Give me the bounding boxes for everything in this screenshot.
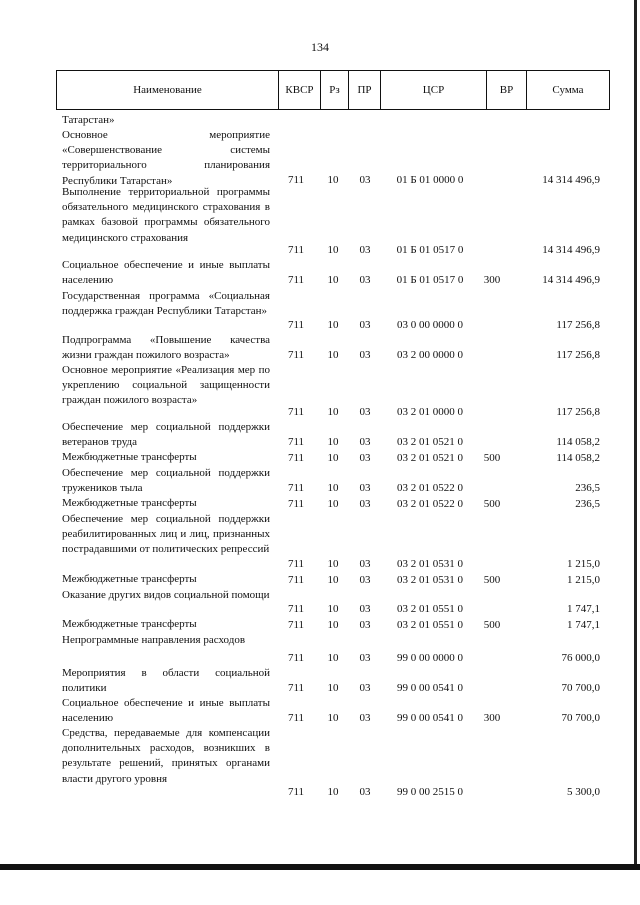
row-name: Непрограммные направления расходов bbox=[62, 634, 246, 646]
row-sum: 236,5 bbox=[575, 498, 600, 510]
row-sum: 236,5 bbox=[575, 482, 600, 494]
table-row bbox=[0, 113, 640, 128]
table-header bbox=[56, 70, 610, 110]
row-csr: 03 2 01 0531 0 bbox=[397, 558, 463, 570]
row-csr: 99 0 00 0000 0 bbox=[397, 652, 463, 664]
row-vr: 300 bbox=[483, 712, 501, 724]
row-rz: 10 bbox=[327, 619, 339, 631]
row-name: Социальное обеспечение и иные выплаты населению bbox=[62, 697, 270, 725]
row-pr: 03 bbox=[359, 319, 371, 331]
row-kvsr: 711 bbox=[287, 652, 305, 664]
table-row bbox=[0, 572, 640, 588]
row-vr: 500 bbox=[483, 452, 501, 464]
row-name: Подпрограмма «Повышение качества жизни граждан пожилого возраста» bbox=[62, 334, 270, 362]
table-row bbox=[0, 496, 640, 512]
row-sum: 1 747,1 bbox=[567, 619, 600, 631]
row-rz: 10 bbox=[327, 558, 339, 570]
row-rz: 10 bbox=[327, 319, 339, 331]
row-csr: 03 0 00 0000 0 bbox=[397, 319, 463, 331]
row-kvsr: 711 bbox=[287, 712, 305, 724]
row-sum: 1 215,0 bbox=[567, 574, 600, 586]
row-kvsr: 711 bbox=[287, 174, 305, 186]
row-kvsr: 711 bbox=[287, 682, 305, 694]
row-sum: 114 058,2 bbox=[556, 436, 600, 448]
row-name: Государственная программа «Социальная поддержка граждан Республики Татарстан» bbox=[62, 290, 270, 318]
row-vr: 500 bbox=[483, 498, 501, 510]
row-name: Средства, передаваемые для компенсации дополнительных расходов, возникших в результате решений, принятых органами власти другого уровня bbox=[62, 727, 270, 785]
row-name: Основное мероприятие «Реализация мер по укреплению социальной защищенности граждан пожилого возраста» bbox=[62, 364, 270, 407]
row-sum: 1 747,1 bbox=[567, 603, 600, 615]
row-vr: 500 bbox=[483, 574, 501, 586]
row-name: Социальное обеспечение и иные выплаты населению bbox=[62, 259, 270, 287]
row-pr: 03 bbox=[359, 558, 371, 570]
row-kvsr: 711 bbox=[287, 274, 305, 286]
row-csr: 03 2 01 0551 0 bbox=[397, 603, 463, 615]
row-vr: 300 bbox=[483, 274, 501, 286]
row-sum: 14 314 496,9 bbox=[542, 244, 600, 256]
row-sum: 14 314 496,9 bbox=[542, 174, 600, 186]
row-csr: 03 2 01 0531 0 bbox=[397, 574, 463, 586]
row-rz: 10 bbox=[327, 786, 339, 798]
row-vr: 500 bbox=[483, 619, 501, 631]
row-sum: 14 314 496,9 bbox=[542, 274, 600, 286]
row-rz: 10 bbox=[327, 712, 339, 724]
table-row bbox=[0, 512, 640, 572]
row-pr: 03 bbox=[359, 174, 371, 186]
header-kvsr: КВСР bbox=[279, 71, 321, 109]
row-sum: 114 058,2 bbox=[556, 452, 600, 464]
row-pr: 03 bbox=[359, 436, 371, 448]
header-rz: Рз bbox=[321, 71, 349, 109]
row-pr: 03 bbox=[359, 482, 371, 494]
row-kvsr: 711 bbox=[287, 452, 305, 464]
row-csr: 01 Б 01 0517 0 bbox=[396, 244, 464, 256]
row-kvsr: 711 bbox=[287, 406, 305, 418]
row-pr: 03 bbox=[359, 244, 371, 256]
page-number: 134 bbox=[311, 40, 329, 54]
row-sum: 117 256,8 bbox=[556, 319, 600, 331]
row-name: Межбюджетные трансферты bbox=[62, 618, 197, 630]
row-name: Межбюджетные трансферты bbox=[62, 451, 197, 463]
row-kvsr: 711 bbox=[287, 574, 305, 586]
row-csr: 03 2 01 0521 0 bbox=[397, 436, 463, 448]
table-row bbox=[0, 696, 640, 726]
row-kvsr: 711 bbox=[287, 558, 305, 570]
row-kvsr: 711 bbox=[287, 619, 305, 631]
row-name: Обеспечение мер социальной поддержки реабилитированных лиц и лиц, признанных пострадавшими от политических репрессий bbox=[62, 513, 270, 556]
row-pr: 03 bbox=[359, 603, 371, 615]
row-kvsr: 711 bbox=[287, 436, 305, 448]
row-rz: 10 bbox=[327, 498, 339, 510]
table-row bbox=[0, 185, 640, 258]
row-csr: 03 2 01 0521 0 bbox=[397, 452, 463, 464]
row-pr: 03 bbox=[359, 349, 371, 361]
row-sum: 76 000,0 bbox=[561, 652, 600, 664]
row-sum: 70 700,0 bbox=[561, 712, 600, 724]
row-kvsr: 711 bbox=[287, 786, 305, 798]
row-name: Обеспечение мер социальной поддержки тружеников тыла bbox=[62, 467, 270, 495]
scan-bottom-border bbox=[0, 864, 640, 870]
row-pr: 03 bbox=[359, 786, 371, 798]
row-rz: 10 bbox=[327, 682, 339, 694]
table-row bbox=[0, 666, 640, 696]
row-name: Основное мероприятие «Совершенствование системы территориального планирования Республики Татарстан» bbox=[62, 129, 270, 187]
row-sum: 117 256,8 bbox=[556, 349, 600, 361]
row-kvsr: 711 bbox=[287, 349, 305, 361]
row-csr: 01 Б 01 0000 0 bbox=[396, 174, 464, 186]
row-csr: 03 2 01 0522 0 bbox=[397, 498, 463, 510]
row-name: Выполнение территориальной программы обязательного медицинского страхования в рамках базовой программы обязательного медицинского страхования bbox=[62, 186, 270, 244]
table-row bbox=[0, 258, 640, 288]
row-pr: 03 bbox=[359, 452, 371, 464]
row-pr: 03 bbox=[359, 406, 371, 418]
row-kvsr: 711 bbox=[287, 498, 305, 510]
row-kvsr: 711 bbox=[287, 482, 305, 494]
row-csr: 99 0 00 0541 0 bbox=[397, 682, 463, 694]
table-row bbox=[0, 588, 640, 617]
row-rz: 10 bbox=[327, 174, 339, 186]
scan-edge-line bbox=[634, 0, 637, 870]
row-sum: 117 256,8 bbox=[556, 406, 600, 418]
row-name: Межбюджетные трансферты bbox=[62, 573, 197, 585]
row-csr: 03 2 01 0000 0 bbox=[397, 406, 463, 418]
table-row bbox=[0, 633, 640, 666]
row-pr: 03 bbox=[359, 498, 371, 510]
row-name: Мероприятия в области социальной политики bbox=[62, 667, 270, 695]
row-rz: 10 bbox=[327, 436, 339, 448]
table-row bbox=[0, 420, 640, 450]
row-csr: 99 0 00 0541 0 bbox=[397, 712, 463, 724]
row-rz: 10 bbox=[327, 574, 339, 586]
row-rz: 10 bbox=[327, 652, 339, 664]
row-rz: 10 bbox=[327, 406, 339, 418]
table-row bbox=[0, 289, 640, 333]
row-pr: 03 bbox=[359, 682, 371, 694]
row-pr: 03 bbox=[359, 619, 371, 631]
row-csr: 03 2 01 0522 0 bbox=[397, 482, 463, 494]
row-name: Обеспечение мер социальной поддержки ветеранов труда bbox=[62, 421, 270, 449]
row-rz: 10 bbox=[327, 349, 339, 361]
row-pr: 03 bbox=[359, 712, 371, 724]
row-pr: 03 bbox=[359, 652, 371, 664]
row-rz: 10 bbox=[327, 274, 339, 286]
row-name: Оказание других видов социальной помощи bbox=[62, 589, 270, 601]
table-row bbox=[0, 363, 640, 420]
header-sum: Сумма bbox=[552, 84, 584, 96]
header-pr: ПР bbox=[349, 71, 381, 109]
row-csr: 99 0 00 2515 0 bbox=[397, 786, 463, 798]
row-kvsr: 711 bbox=[287, 603, 305, 615]
table-row bbox=[0, 617, 640, 633]
header-csr: ЦСР bbox=[381, 71, 487, 109]
row-sum: 70 700,0 bbox=[561, 682, 600, 694]
row-pr: 03 bbox=[359, 274, 371, 286]
row-sum: 1 215,0 bbox=[567, 558, 600, 570]
table-row bbox=[0, 128, 640, 188]
table-row bbox=[0, 466, 640, 496]
row-rz: 10 bbox=[327, 452, 339, 464]
row-rz: 10 bbox=[327, 244, 339, 256]
table-row bbox=[0, 333, 640, 363]
row-csr: 03 2 00 0000 0 bbox=[397, 349, 463, 361]
table-row bbox=[0, 450, 640, 466]
row-name: Межбюджетные трансферты bbox=[62, 497, 197, 509]
row-sum: 5 300,0 bbox=[567, 786, 600, 798]
row-rz: 10 bbox=[327, 482, 339, 494]
row-rz: 10 bbox=[327, 603, 339, 615]
header-name: Наименование bbox=[57, 71, 279, 109]
table-row bbox=[0, 726, 640, 800]
header-vr: ВР bbox=[487, 71, 527, 109]
row-kvsr: 711 bbox=[287, 244, 305, 256]
row-csr: 01 Б 01 0517 0 bbox=[396, 274, 464, 286]
row-kvsr: 711 bbox=[287, 319, 305, 331]
row-pr: 03 bbox=[359, 574, 371, 586]
row-name: Татарстан» bbox=[62, 114, 115, 126]
row-csr: 03 2 01 0551 0 bbox=[397, 619, 463, 631]
